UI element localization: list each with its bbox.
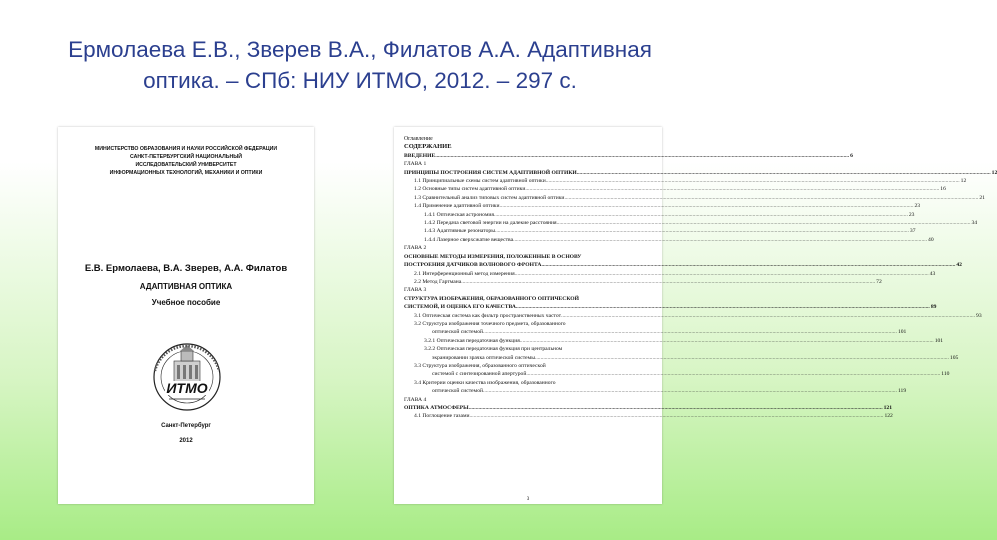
toc-entry-leader [541, 261, 955, 269]
toc-entry [404, 328, 907, 336]
toc-entry-leader [494, 211, 908, 219]
toc-entry-leader [561, 312, 975, 320]
toc-entry [404, 169, 997, 177]
toc-entry [404, 219, 978, 227]
toc-entry [404, 295, 650, 303]
toc-entry-text: ГЛАВА 2 [404, 245, 427, 252]
toc-entry-text: 3.1 Оптическая система как фильтр пространственных частот [414, 312, 562, 319]
toc-entry [404, 253, 650, 261]
toc-entry [404, 185, 946, 193]
toc-entry [404, 202, 921, 210]
toc-entry [404, 396, 650, 404]
toc-entry-leader [483, 387, 897, 395]
toc-entry-page: 89 [930, 304, 937, 311]
toc-entry-page: 12 [960, 178, 967, 185]
toc-entry-page: 12 [991, 169, 997, 176]
toc-entry-text: СИСТЕМОЙ, И ОЦЕНКА ЕГО КАЧЕСТВА [404, 304, 516, 311]
toc-entry [404, 303, 937, 311]
toc-entry [404, 379, 650, 387]
toc-entry-leader [526, 370, 940, 378]
toc-entry-leader [495, 227, 909, 235]
toc-entry-page: 23 [908, 211, 915, 218]
toc-entry-page: 101 [897, 329, 907, 336]
toc-entry [404, 345, 650, 353]
toc-entry-text: 1.3 Сравнительный анализ типовых систем адаптивной оптики [414, 194, 565, 201]
toc-entry-page: 101 [934, 337, 944, 344]
cover-ministry-line: ИНФОРМАЦИОННЫХ ТЕХНОЛОГИЙ, МЕХАНИКИ И ОПТИКИ [109, 170, 263, 176]
toc-entry [404, 278, 882, 286]
toc-entry-text: ОПТИКА АТМОСФЕРЫ [404, 405, 469, 411]
slide-title-line-1: Ермолаева Е.В., Зверев В.А., Филатов А.А. Адаптивная [68, 37, 652, 62]
table-of-contents-page [394, 127, 997, 504]
toc-entry [404, 370, 950, 378]
toc-entry-text: ПОСТРОЕНИЯ ДАТЧИКОВ ВОЛНОВОГО ФРОНТА [404, 262, 542, 269]
toc-entry-leader [557, 219, 971, 227]
toc-entry-text: ВВЕДЕНИЕ [404, 152, 436, 159]
cover-ministry-line: ИССЛЕДОВАТЕЛЬСКИЙ УНИВЕРСИТЕТ [135, 162, 237, 168]
toc-entry [404, 412, 893, 420]
toc-entry [404, 261, 962, 269]
toc-entry-page: 6 [850, 152, 853, 159]
toc-entry-leader [564, 194, 978, 202]
toc-title: СОДЕРЖАНИЕ [404, 143, 452, 151]
toc-heading: Оглавление [404, 136, 433, 142]
toc-entry-leader [500, 202, 914, 210]
toc-entry-page: 72 [876, 278, 882, 285]
toc-entry-text: 1.2 Основные типы систем адаптивной оптики [414, 186, 526, 193]
toc-entry-text: 3.2.2 Оптическая передаточная функция при центральном [424, 346, 563, 353]
toc-entry-text: СТРУКТУРА ИЗОБРАЖЕНИЯ, ОБРАЗОВАННОГО ОПТИЧЕСКОЙ [404, 295, 579, 302]
toc-entry-text: 3.2.1 Оптическая передаточная функция [424, 337, 520, 344]
toc-entry-page: 119 [897, 388, 907, 395]
toc-entry [404, 236, 934, 244]
toc-entry-leader [470, 412, 884, 420]
toc-entry-text: 2.2 Метод Гартмана [414, 278, 462, 285]
cover-ministry-line: МИНИСТЕРСТВО ОБРАЗОВАНИЯ И НАУКИ РОССИЙСКОЙ ФЕДЕРАЦИИ [94, 146, 278, 152]
toc-entry [404, 387, 907, 395]
toc-entry-text: 3.3 Структура изображения, образованного оптической [414, 362, 546, 369]
toc-entry-leader [461, 278, 875, 286]
toc-entry [404, 160, 650, 168]
toc-entry-text: 3.2 Структура изображения точечного предмета, образованного [414, 320, 566, 327]
cover-authors: Е.В. Ермолаева, В.А. Зверев, А.А. Филатов [84, 263, 288, 274]
toc-entry-page: 16 [940, 186, 946, 193]
toc-entry-text: экранировании зрачка оптической системы [432, 354, 535, 361]
itmo-emblem-icon [141, 341, 233, 413]
slide-title [20, 34, 700, 96]
toc-entry-text: 1.4.1 Оптическая астрономия [424, 211, 494, 218]
toc-entry-page: 34 [971, 220, 978, 227]
toc-entry-leader [435, 152, 849, 160]
toc-entry-text: ГЛАВА 3 [404, 287, 427, 294]
toc-entry-page: 122 [884, 413, 893, 420]
toc-entry-leader [577, 169, 991, 177]
toc-entry-leader [515, 270, 929, 278]
toc-entry-page: 105 [949, 354, 959, 361]
toc-entry-page: 42 [956, 262, 962, 269]
toc-entry-text: 1.1 Принципиальные схемы систем адаптивной оптики [414, 178, 546, 185]
cover-ministry [58, 145, 314, 177]
toc-entry [404, 227, 916, 235]
toc-entry-page: 110 [941, 371, 950, 378]
toc-entry-text: 2.1 Интерференционный метод измерения [414, 270, 515, 277]
cover-book-title: АДАПТИВНАЯ ОПТИКА [139, 282, 233, 291]
toc-entry [404, 177, 967, 185]
cover-city: Санкт-Петербург [161, 423, 211, 429]
toc-entry [404, 244, 650, 252]
book-cover-page [58, 127, 314, 504]
emblem-text: ИТМО [166, 380, 208, 396]
toc-entry [404, 152, 853, 160]
toc-entry-leader [546, 177, 960, 185]
toc-entry-text: ГЛАВА 1 [404, 161, 427, 168]
toc-entry-leader [513, 236, 927, 244]
toc-entry-page: 40 [928, 236, 934, 243]
toc-entry [404, 354, 959, 362]
toc-entry-page: 121 [883, 405, 892, 411]
toc-entry-page: 21 [979, 194, 985, 201]
toc-list [404, 135, 997, 421]
toc-entry-page: 23 [914, 203, 921, 210]
toc-entry-page: 93 [976, 312, 982, 319]
toc-entry-text: ОСНОВНЫЕ МЕТОДЫ ИЗМЕРЕНИЯ, ПОЛОЖЕННЫЕ В ОСНОВУ [404, 253, 582, 260]
toc-entry-text: системой с синтезированной апертурой [432, 371, 527, 378]
toc-entry-leader [483, 328, 897, 336]
toc-entry [404, 320, 650, 328]
slide-title-line-2: оптика. – СПб: НИУ ИТМО, 2012. – 297 с. [143, 68, 577, 93]
toc-entry [404, 337, 944, 345]
toc-entry-page: 43 [929, 270, 936, 277]
toc-entry [404, 404, 892, 412]
toc-page-number: 3 [526, 497, 530, 502]
toc-entry-text: 1.4.2 Передача световой энергии на далекие расстояния [424, 220, 557, 227]
toc-entry-leader [520, 337, 934, 345]
toc-entry [404, 211, 915, 219]
toc-entry-leader [516, 303, 930, 311]
toc-entry-text: 1.4.4 Лазерное сверхсжатие вещества [424, 236, 514, 243]
toc-entry [404, 194, 985, 202]
toc-entry-text: 4.1 Поглощение газами [414, 413, 470, 420]
toc-entry-text: 3.4 Критерии оценки качества изображения, образованного [414, 379, 556, 386]
toc-entry-page: 37 [909, 228, 916, 235]
toc-entry-text: ГЛАВА 4 [404, 396, 427, 403]
toc-entry-text: 1.4.3 Адаптивные резонаторы [424, 228, 495, 235]
toc-entry [404, 362, 650, 370]
toc-entry-leader [525, 185, 939, 193]
toc-entry-text: оптической системой [432, 329, 483, 336]
toc-entry [404, 312, 982, 320]
cover-ministry-line: САНКТ-ПЕТЕРБУРГСКИЙ НАЦИОНАЛЬНЫЙ [129, 154, 243, 160]
cover-subtitle: Учебное пособие [151, 298, 221, 307]
toc-entry [404, 270, 936, 278]
toc-entry-text: оптической системой [432, 388, 483, 395]
toc-entry-text: 1.4 Применение адаптивной оптики [414, 203, 500, 210]
toc-entry-leader [469, 404, 883, 412]
cover-year: 2012 [179, 438, 193, 444]
toc-entry-text: ПРИНЦИПЫ ПОСТРОЕНИЯ СИСТЕМ АДАПТИВНОЙ ОПТИКИ [404, 169, 577, 176]
toc-entry-leader [535, 354, 949, 362]
toc-entry [404, 286, 650, 294]
